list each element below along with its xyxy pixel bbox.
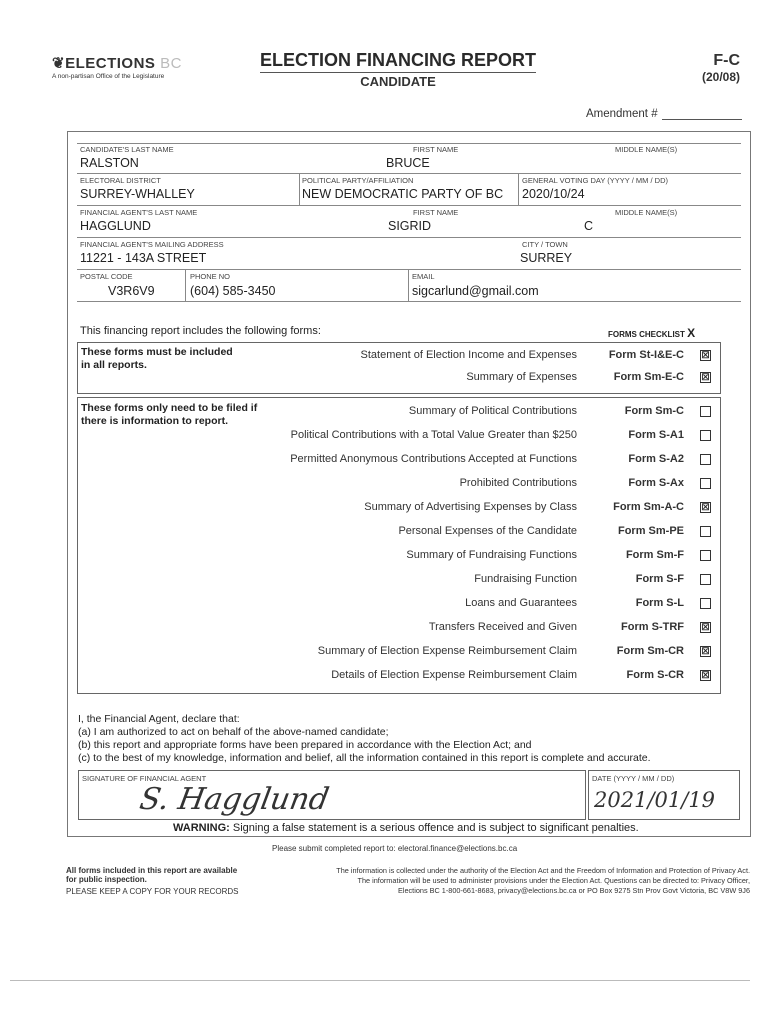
public-inspection-note — [66, 866, 237, 884]
checklist-label: FORMS CHECKLIST — [608, 330, 685, 339]
form-description: Summary of Advertising Expenses by Class — [364, 501, 577, 513]
form-checkbox[interactable]: ☒ — [701, 622, 710, 632]
logo-icon: ❦ — [52, 55, 66, 72]
form-code-name: Form S-F — [635, 573, 684, 585]
candidate-last-name-label: CANDIDATE'S LAST NAME — [80, 145, 174, 154]
candidate-middle-name-label: MIDDLE NAME(S) — [615, 145, 678, 154]
form-description: Details of Election Expense Reimbursement Claim — [331, 669, 577, 681]
agent-city-label: CITY / TOWN — [522, 240, 568, 249]
form-checkbox[interactable]: ☒ — [701, 646, 710, 656]
submit-note: Please submit completed report to: electoral.finance@elections.bc.ca — [272, 844, 518, 853]
form-description: Summary of Expenses — [466, 371, 577, 383]
voting-day-label: GENERAL VOTING DAY (YYYY / MM / DD) — [522, 176, 668, 185]
form-checkbox[interactable]: ☒ — [701, 350, 710, 360]
postal-label: POSTAL CODE — [80, 272, 133, 281]
agent-first-name[interactable]: SIGRID — [388, 219, 432, 233]
form-code-name: Form S-L — [635, 597, 684, 609]
form-checkbox[interactable] — [700, 598, 711, 609]
privacy-line-3: Elections BC 1-800-661-8683, privacy@elections.bc.ca or PO Box 9275 Stn Prov Govt Victoria, BC V8W 9J6 — [397, 886, 750, 895]
email-label: EMAIL — [412, 272, 435, 281]
political-party[interactable]: NEW DEMOCRATIC PARTY OF BC — [302, 187, 504, 201]
form-code-name: Form S-TRF — [621, 621, 684, 633]
page-bottom-line — [10, 980, 750, 981]
form-description: Loans and Guarantees — [465, 597, 577, 609]
form-code-name: Form Sm-A-C — [613, 501, 684, 513]
form-code-name: Form Sm-C — [624, 405, 684, 417]
declaration-intro: I, the Financial Agent, declare that: — [78, 713, 240, 725]
agent-email[interactable]: sigcarlund@gmail.com — [412, 284, 539, 298]
date-label: DATE (YYYY / MM / DD) — [592, 774, 675, 783]
form-code-name: Form Sm-E-C — [613, 371, 684, 383]
warning — [173, 822, 639, 834]
declaration-c: (c) to the best of my knowledge, information and belief, all the information contained in this report is complete and accurate. — [78, 752, 651, 764]
signature-label: SIGNATURE OF FINANCIAL AGENT — [82, 774, 207, 783]
agent-middle-name-label: MIDDLE NAME(S) — [615, 208, 678, 217]
form-description: Statement of Election Income and Expenses — [360, 349, 577, 361]
form-code-name: Form S-A2 — [628, 453, 684, 465]
logo-bc: BC — [160, 55, 182, 72]
agent-first-name-label: FIRST NAME — [413, 208, 459, 217]
form-code — [702, 52, 740, 84]
form-checkbox[interactable] — [700, 550, 711, 561]
form-description: Summary of Fundraising Functions — [406, 549, 577, 561]
form-description: Summary of Election Expense Reimbursement Claim — [317, 645, 577, 657]
form-checkbox[interactable] — [700, 478, 711, 489]
form-checkbox[interactable] — [700, 454, 711, 465]
report-title: ELECTION FINANCING REPORT — [260, 50, 536, 73]
form-description: Permitted Anonymous Contributions Accepted at Functions — [290, 453, 577, 465]
phone-label: PHONE NO — [190, 272, 231, 281]
agent-postal-code[interactable]: V3R6V9 — [108, 284, 155, 298]
form-code-name: Form S-A1 — [628, 429, 684, 441]
form-checkbox[interactable] — [700, 430, 711, 441]
privacy-note — [264, 866, 750, 896]
form-description: Fundraising Function — [474, 573, 577, 585]
public-note-2: for public inspection. — [66, 875, 147, 884]
form-code-label: F-C — [713, 52, 740, 69]
report-subtitle: CANDIDATE — [360, 74, 436, 89]
declaration-b: (b) this report and appropriate forms have been prepared in accordance with the Election Act; and — [78, 739, 532, 751]
amendment-line[interactable] — [662, 119, 742, 120]
declaration — [78, 713, 738, 765]
agent-address[interactable]: 11221 - 143A STREET — [80, 251, 207, 265]
form-checkbox[interactable] — [700, 406, 711, 417]
form-checkbox[interactable] — [700, 526, 711, 537]
optional-forms-note: These forms only need to be filed if there is information to report. — [81, 402, 258, 427]
form-code-name: Form St-I&E-C — [608, 349, 684, 361]
keep-copy-note: PLEASE KEEP A COPY FOR YOUR RECORDS — [66, 887, 239, 896]
form-version: (20/08) — [701, 70, 740, 84]
form-description: Transfers Received and Given — [428, 621, 577, 633]
candidate-first-name-label: FIRST NAME — [413, 145, 459, 154]
form-checkbox[interactable]: ☒ — [701, 372, 710, 382]
form-checkbox[interactable] — [700, 574, 711, 585]
elections-bc-logo — [52, 54, 182, 80]
agent-middle-name[interactable]: C — [584, 219, 594, 233]
forms-intro: This financing report includes the following forms: — [80, 325, 321, 337]
agent-city[interactable]: SURREY — [520, 251, 573, 265]
signature: S. Hagglund — [136, 782, 332, 817]
agent-phone[interactable]: (604) 585-3450 — [190, 284, 276, 298]
form-code-name: Form Sm-PE — [617, 525, 684, 537]
form-description: Prohibited Contributions — [459, 477, 577, 489]
privacy-line-1: The information is collected under the authority of the Election Act and the Freedom of Information and Protection of Privacy Act. — [336, 866, 750, 875]
amendment-label: Amendment # — [586, 108, 658, 120]
checklist-mark: X — [687, 326, 696, 340]
agent-address-label: FINANCIAL AGENT'S MAILING ADDRESS — [80, 240, 224, 249]
forms-checklist-header — [608, 326, 695, 340]
form-code-name: Form S-Ax — [628, 477, 684, 489]
form-description: Political Contributions with a Total Value Greater than $250 — [290, 429, 577, 441]
form-code-name: Form Sm-CR — [616, 645, 684, 657]
amendment-field[interactable] — [586, 108, 742, 120]
candidate-last-name[interactable]: RALSTON — [80, 156, 139, 170]
warning-text: Signing a false statement is a serious offence and is subject to significant penalties. — [232, 822, 639, 834]
logo-tagline: A non-partisan Office of the Legislature — [52, 73, 165, 80]
form-checkbox[interactable]: ☒ — [701, 502, 710, 512]
public-note-1: All forms included in this report are available — [66, 866, 238, 875]
candidate-first-name[interactable]: BRUCE — [386, 156, 430, 170]
electoral-district[interactable]: SURREY-WHALLEY — [80, 187, 195, 201]
district-label: ELECTORAL DISTRICT — [80, 176, 161, 185]
signature-date[interactable]: 2021/01/19 — [594, 788, 716, 812]
form-checkbox[interactable]: ☒ — [701, 670, 710, 680]
voting-day[interactable]: 2020/10/24 — [522, 187, 585, 201]
form-code-name: Form Sm-F — [625, 549, 684, 561]
agent-last-name-label: FINANCIAL AGENT'S LAST NAME — [80, 208, 198, 217]
party-label: POLITICAL PARTY/AFFILIATION — [302, 176, 414, 185]
declaration-a: (a) I am authorized to act on behalf of the above-named candidate; — [78, 726, 389, 738]
form-code-name: Form S-CR — [626, 669, 684, 681]
form-description: Personal Expenses of the Candidate — [398, 525, 577, 537]
privacy-line-2: The information will be used to administer provisions under the Election Act. Questions can be directed to: Privacy Officer, — [357, 876, 750, 885]
agent-last-name[interactable]: HAGGLUND — [80, 219, 151, 233]
form-description: Summary of Political Contributions — [408, 405, 577, 417]
logo-text: ELECTIONS — [65, 55, 156, 72]
required-forms-note: These forms must be included in all reports. — [81, 346, 233, 371]
warning-label: WARNING: — [173, 822, 230, 834]
